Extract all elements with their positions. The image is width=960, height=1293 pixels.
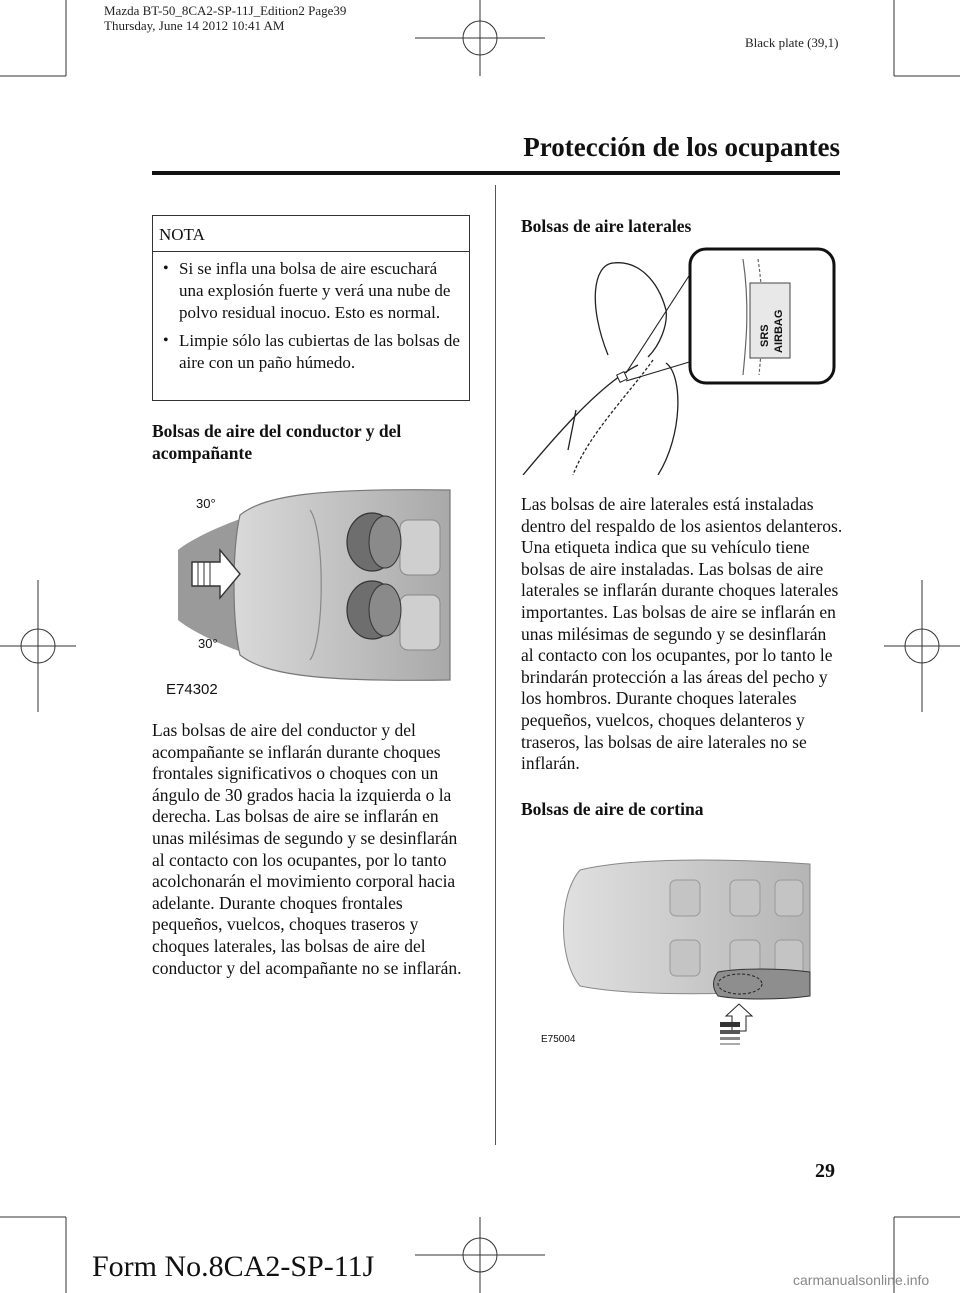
angle-label-bottom: 30° [198, 636, 218, 651]
watermark: carmanualsonline.info [793, 1272, 930, 1288]
note-box [152, 215, 470, 401]
side-airbags-body: Las bolsas de aire laterales está instaladas dentro del respaldo de los asientos delanteros. Una etiqueta indica que su vehículo tiene bolsas de aire instaladas. Las bolsas de aire laterales se inflarán durante choques laterales importantes. Las bolsas de aire se inflarán en unas milésimas de segundo y se desinflarán al contacto con los ocupantes, por lo tanto le brindarán protección a las áreas del pecho y los hombros. Durante choques laterales pequeños, vuelcos, choques delanteros y traseros, las bolsas de aire laterales no se inflarán. [521, 494, 843, 774]
timestamp-line: Thursday, June 14 2012 10:41 AM [104, 18, 285, 33]
curtain-airbags-heading: Bolsas de aire de cortina [521, 799, 704, 819]
note-item: • Si se infla una bolsa de aire escuchará una explosión fuerte y verá una nube de polvo residual inocuo. Esto es normal. [179, 258, 461, 324]
side-impact-arrow-icon [720, 1004, 752, 1045]
side-airbags-heading: Bolsas de aire laterales [521, 216, 692, 236]
page-number: 29 [815, 1160, 835, 1182]
note-item: • Limpie sólo las cubiertas de las bolsas de aire con un paño húmedo. [179, 330, 461, 374]
seat-outline [523, 263, 678, 475]
front-airbags-heading: Bolsas de aire del conductor y del acompañante [152, 421, 402, 463]
plate-label: Black plate (39,1) [745, 35, 839, 50]
title-rule [152, 171, 840, 175]
figure-code: E75004 [541, 1034, 576, 1045]
airbag-label-text: AIRBAG [773, 309, 785, 353]
car-body [234, 490, 450, 681]
srs-label-text: SRS [759, 324, 771, 347]
section-title: Protección de los ocupantes [523, 132, 840, 162]
note-heading: NOTA [153, 216, 469, 252]
column-separator [495, 185, 496, 1145]
curtain-airbag-diagram [540, 850, 820, 1050]
front-airbags-body: Las bolsas de aire del conductor y del acompañante se inflarán durante choques frontales significativos o choques con un ángulo de 30 grados hacia la izquierda o la derecha. Las bolsas de aire se inflarán en unas milésimas de segundo y se desinflarán al contacto con los ocupantes, por lo tanto acolchonarán el movimiento corporal hacia adelante. Durante choques frontales pequeños, vuelcos, choques traseros y choques laterales, las bolsas de aire del conductor y del acompañante no se inflarán. [152, 720, 462, 978]
file-info-line: Mazda BT-50_8CA2-SP-11J_Edition2 Page39 [104, 3, 347, 18]
angle-label-top: 30° [196, 496, 216, 511]
note-list [153, 252, 469, 374]
figure-code: E74302 [166, 681, 218, 698]
side-airbag-diagram [518, 245, 840, 475]
form-number: Form No.8CA2-SP-11J [92, 1250, 375, 1283]
front-airbag-diagram [160, 470, 460, 700]
